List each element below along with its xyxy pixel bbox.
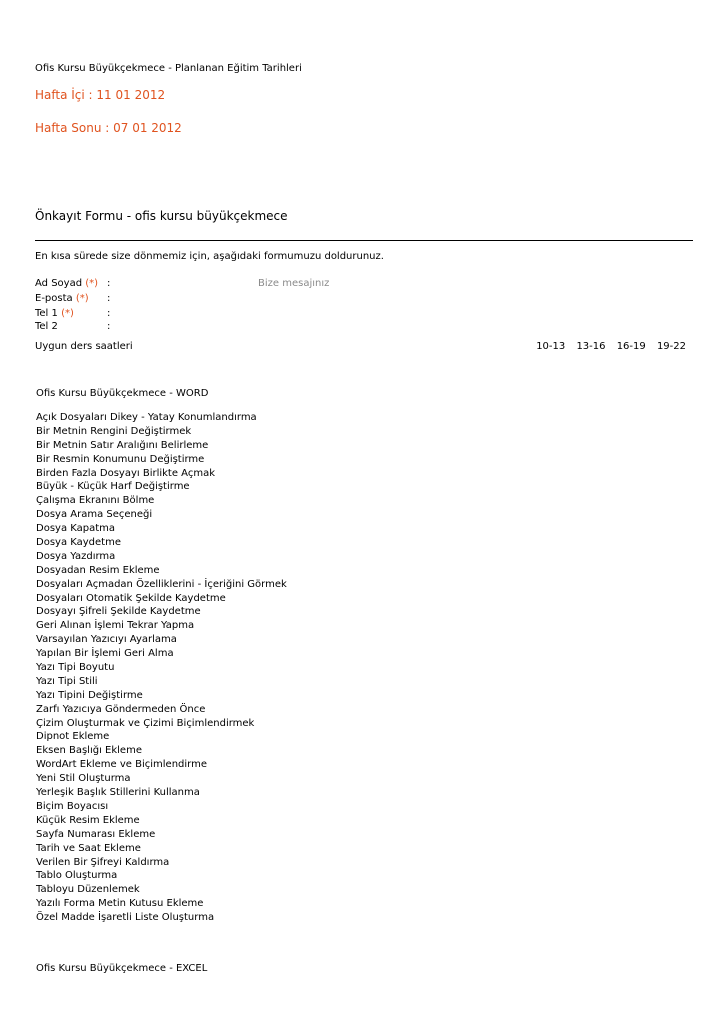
word-topic-item: Sayfa Numarası Ekleme <box>36 828 156 840</box>
word-topic-item: Tarih ve Saat Ekleme <box>36 842 141 854</box>
excel-section-title: Ofis Kursu Büyükçekmece - EXCEL <box>36 963 208 974</box>
time-slot-option[interactable]: 16-19 <box>616 341 646 352</box>
word-topic-item: Verilen Bir Şifreyi Kaldırma <box>36 856 170 868</box>
form-intro: En kısa sürede size dönmemiz için, aşağıdaki formumuzu doldurunuz. <box>35 251 384 262</box>
word-topic-item: Açık Dosyaları Dikey - Yatay Konumlandırma <box>36 412 257 423</box>
required-mark: (*) <box>85 278 99 289</box>
word-topic-item: Yazı Tipi Boyutu <box>36 662 115 674</box>
word-topic-item: Dosya Kapatma <box>36 523 116 535</box>
word-topic-list <box>36 411 436 925</box>
word-section-title: Ofis Kursu Büyükçekmece - WORD <box>36 388 209 399</box>
word-topic-item: Yazı Tipi Stili <box>36 675 98 687</box>
message-field[interactable]: Bize mesajınız <box>258 278 330 289</box>
time-slot-option[interactable]: 13-16 <box>576 341 606 352</box>
word-topic-item: Dosya Arama Seçeneği <box>36 509 153 521</box>
word-topic-item: Yazılı Forma Metin Kutusu Ekleme <box>36 898 204 910</box>
required-mark: (*) <box>75 293 89 304</box>
word-topic-item: Zarfı Yazıcıya Göndermeden Önce <box>36 703 206 715</box>
word-topic-item: Tabloyu Düzenlemek <box>36 884 140 896</box>
form-title: Önkayıt Formu - ofis kursu büyükçekmece <box>35 209 288 223</box>
word-topic-item: Dosyaları Açmadan Özelliklerini - İçeriğini Görmek <box>36 578 287 590</box>
word-topic-item: Eksen Başlığı Ekleme <box>36 745 142 757</box>
word-topic-item: Biçim Boyacısı <box>36 800 109 812</box>
tel2-label: Tel 2 <box>35 321 58 332</box>
word-topic-item: Dipnot Ekleme <box>36 731 110 743</box>
word-topic-item: Dosya Yazdırma <box>36 550 116 562</box>
page-title: Ofis Kursu Büyükçekmece - Planlanan Eğitim Tarihleri <box>35 63 302 74</box>
tel1-label: Tel 1 (*) <box>35 308 74 319</box>
email-field[interactable]: : <box>107 293 111 304</box>
email-label: E-posta (*) <box>35 293 89 304</box>
weekend-date: Hafta Sonu : 07 01 2012 <box>35 121 182 135</box>
word-topic-item: Çalışma Ekranını Bölme <box>36 495 155 507</box>
word-topic-item: Küçük Resim Ekleme <box>36 814 140 826</box>
name-field[interactable]: : <box>107 278 111 289</box>
time-slot-options <box>528 341 686 352</box>
tel2-field[interactable]: : <box>107 321 111 332</box>
word-topic-item: Dosyadan Resim Ekleme <box>36 564 160 576</box>
word-topic-item: Dosya Kaydetme <box>36 537 121 549</box>
word-topic-item: Yeni Stil Oluşturma <box>36 773 131 785</box>
word-topic-item: Dosyaları Otomatik Şekilde Kaydetme <box>36 592 226 604</box>
required-mark: (*) <box>61 308 74 319</box>
name-label: Ad Soyad (*) <box>35 278 99 289</box>
word-topic-item: Bir Resmin Konumunu Değiştirme <box>36 453 205 465</box>
word-topic-item: Varsayılan Yazıcıyı Ayarlama <box>36 634 177 646</box>
word-topic-item: Yerleşik Başlık Stillerini Kullanma <box>36 787 200 799</box>
word-topic-item: Çizim Oluşturmak ve Çizimi Biçimlendirmek <box>36 717 255 729</box>
time-slot-option[interactable]: 19-22 <box>656 341 686 352</box>
word-topic-item: Büyük - Küçük Harf Değiştirme <box>36 481 190 493</box>
word-topic-item: Özel Madde İşaretli Liste Oluşturma <box>36 912 215 924</box>
word-topic-item: Bir Metnin Rengini Değiştirmek <box>36 425 192 437</box>
word-topic-item: Geri Alınan İşlemi Tekrar Yapma <box>36 620 195 632</box>
word-topic-item: Birden Fazla Dosyayı Birlikte Açmak <box>36 467 216 479</box>
time-slot-option[interactable]: 10-13 <box>536 341 566 352</box>
word-topic-item: Tablo Oluşturma <box>36 870 118 882</box>
form-divider <box>35 240 693 241</box>
word-topic-item: Yazı Tipini Değiştirme <box>36 689 143 701</box>
word-topic-item: WordArt Ekleme ve Biçimlendirme <box>36 759 207 771</box>
hours-label: Uygun ders saatleri <box>35 341 133 352</box>
word-topic-item: Bir Metnin Satır Aralığını Belirleme <box>36 439 209 451</box>
tel1-field[interactable]: : <box>107 308 111 319</box>
word-topic-item: Dosyayı Şifreli Şekilde Kaydetme <box>36 606 201 618</box>
word-topic-item: Yapılan Bir İşlemi Geri Alma <box>36 648 174 660</box>
weekday-date: Hafta İçi : 11 01 2012 <box>35 88 166 102</box>
